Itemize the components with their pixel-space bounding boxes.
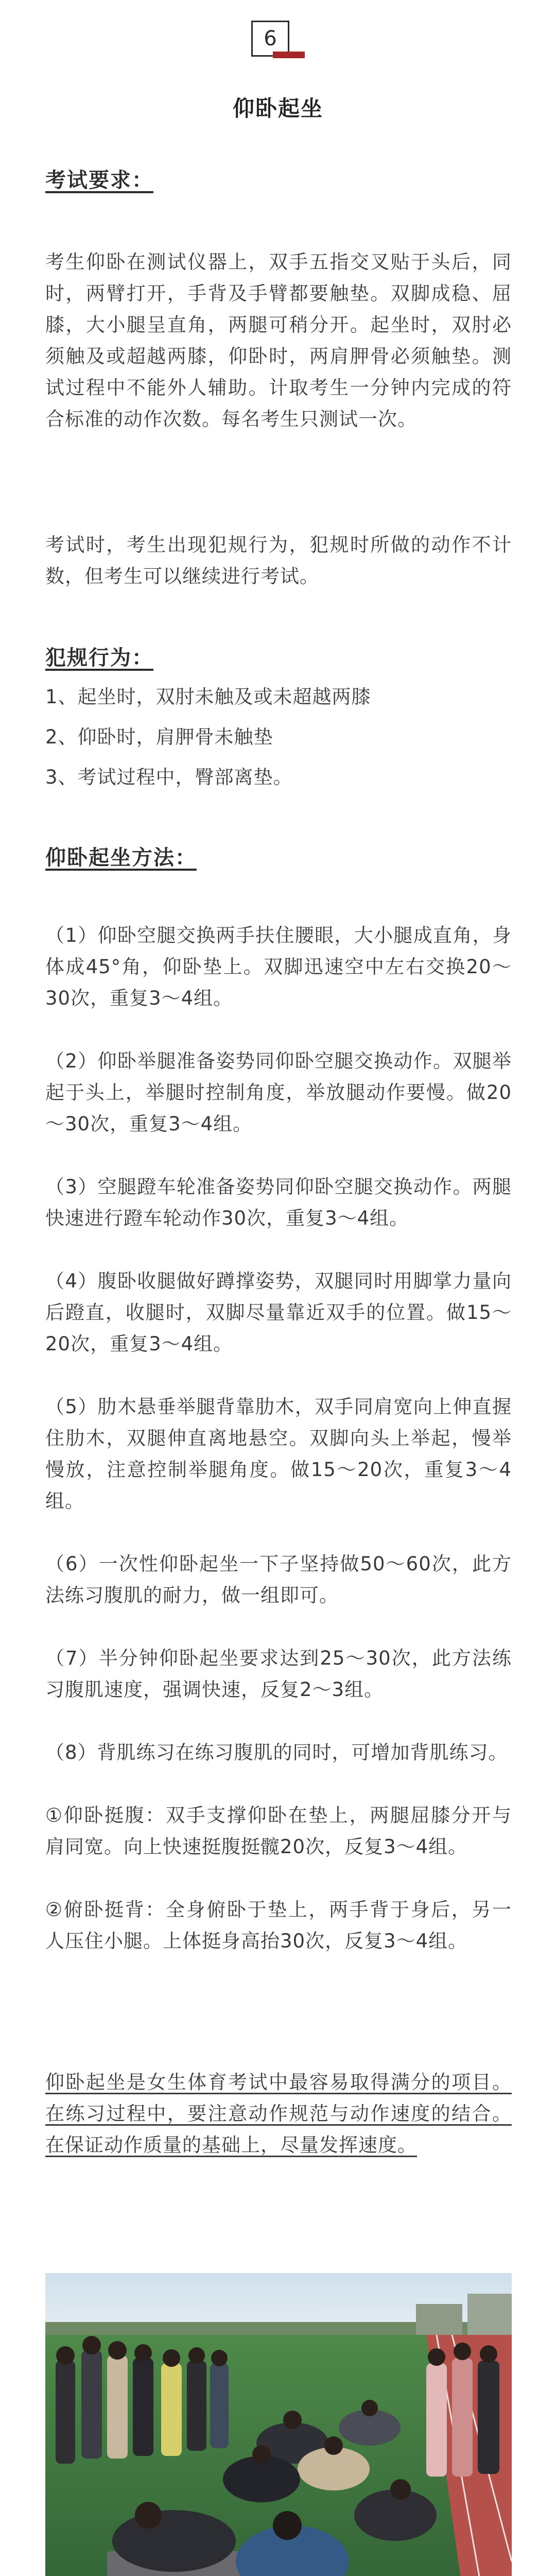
method-6: （6）一次性仰卧起坐一下子坚持做50～60次，此方法练习腹肌的耐力，做一组即可。 [45,1553,512,1606]
page-title: 仰卧起坐 [232,96,323,121]
method-1: （1）仰卧空腿交换两手扶住腰眼，大小腿成直角，身体成45°角，仰卧垫上。双脚迅速空中左右交换20～30次，重复3～4组。 [45,924,512,1009]
requirements-paragraph-2: 考试时，考生出现犯规行为，犯规时所做的动作不计数，但考生可以继续进行考试。 [45,534,512,587]
methods-heading: 仰卧起坐方法： [45,846,197,870]
method-2: （2）仰卧举腿准备姿势同仰卧空腿交换动作。双腿举起于头上，举腿时控制角度，举放腿动作要慢。做20～30次，重复3～4组。 [45,1050,512,1135]
method-5: （5）肋木悬垂举腿背靠肋木，双手同肩宽向上伸直握住肋木，双腿伸直离地悬空。双脚向头上举起，慢举慢放，注意控制举腿角度。做15～20次，重复3～4组。 [45,1396,512,1512]
method-3: （3）空腿蹬车轮准备姿势同仰卧空腿交换动作。两腿快速进行蹬车轮动作30次，重复3～4组。 [45,1176,512,1229]
section-number: 6 [264,27,277,50]
badge-accent-bar [273,52,305,58]
foul-item-3: 3、考试过程中，臀部离垫。 [45,766,293,788]
foul-item-1: 1、起坐时，双肘未触及或未超越两膝 [45,686,371,708]
requirements-heading: 考试要求： [45,168,153,192]
method-4: （4）腹卧收腿做好蹲撑姿势，双腿同时用脚掌力量向后蹬直，收腿时，双脚尽量靠近双手的位置。做15～20次，重复3～4组。 [45,1270,512,1355]
training-photo [45,2273,512,2576]
requirements-paragraph-1: 考生仰卧在测试仪器上，双手五指交叉贴于头后，同时，两臂打开，手背及手臂都要触垫。双脚成稳、屈膝，大小腿呈直角，两腿可稍分开。起坐时，双肘必须触及或超越两膝，仰卧时，两肩胛骨必须触垫。测试过程中不能外人辅助。计取考生一分钟内完成的符合标准的动作次数。每名考生只测试一次。 [45,251,512,430]
method-8: （8）背肌练习在练习腹肌的同时，可增加背肌练习。 [45,1741,508,1764]
method-7: （7）半分钟仰卧起坐要求达到25～30次，此方法练习腹肌速度，强调快速，反复2～3组。 [45,1647,512,1701]
fouls-heading: 犯规行为： [45,646,153,670]
summary-paragraph: 仰卧起坐是女生体育考试中最容易取得满分的项目。在练习过程中，要注意动作规范与动作速度的结合。在保证动作质量的基础上，尽量发挥速度。 [45,2071,512,2156]
foul-item-2: 2、仰卧时，肩胛骨未触垫 [45,726,273,748]
method-10: ②俯卧挺背：全身俯卧于垫上，两手背于身后，另一人压住小腿。上体挺身高抬30次，反复3～4组。 [45,1899,512,1952]
method-9: ①仰卧挺腹：双手支撑仰卧在垫上，两腿屈膝分开与肩同宽。向上快速挺腹挺髋20次，反复3～4组。 [45,1804,512,1858]
training-photo-illustration [45,2273,512,2576]
